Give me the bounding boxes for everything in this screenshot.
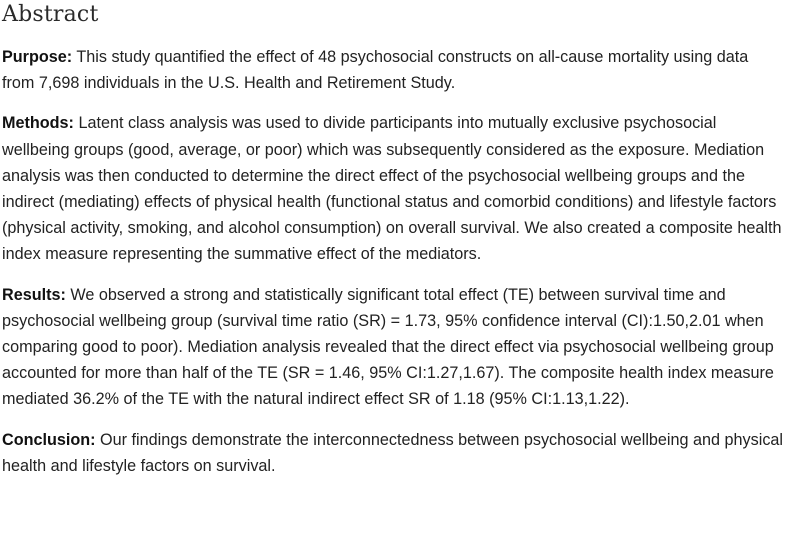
conclusion-paragraph <box>2 427 784 479</box>
methods-text: Latent class analysis was used to divide participants into mutually exclusive psychosocial wellbeing groups (good, average, or poor) which was subsequently considered as the exposure. Mediation analysis was then conducted to determine the direct effect of the psychosocial wellbeing groups and the indirect (mediating) effects of physical health (functional status and comorbid conditions) and lifestyle factors (physical activity, smoking, and alcohol consumption) on overall survival. We also created a composite health index measure representing the summative effect of the mediators. <box>2 114 782 264</box>
purpose-paragraph <box>2 44 784 96</box>
purpose-label: Purpose: <box>2 48 73 66</box>
results-paragraph <box>2 282 784 413</box>
purpose-text: This study quantified the effect of 48 psychosocial constructs on all-cause mortality using data from 7,698 individuals in the U.S. Health and Retirement Study. <box>2 48 749 93</box>
abstract-heading: Abstract <box>2 2 99 27</box>
results-text: We observed a strong and statistically significant total effect (TE) between survival time and psychosocial wellbeing group (survival time ratio (SR) = 1.73, 95% confidence interval (CI):1.50,2.01 when comparing good to poor). Mediation analysis revealed that the direct effect via psychosocial wellbeing group accounted for more than half of the TE (SR = 1.46, 95% CI:1.27,1.67). The composite health index measure mediated 36.2% of the TE with the natural indirect effect SR of 1.18 (95% CI:1.13,1.22). <box>2 285 774 409</box>
conclusion-label: Conclusion: <box>2 430 96 449</box>
results-label: Results: <box>2 285 66 304</box>
conclusion-text: Our findings demonstrate the interconnectedness between psychosocial wellbeing and physical health and lifestyle factors on survival. <box>2 430 784 475</box>
methods-label: Methods: <box>2 114 74 133</box>
methods-paragraph <box>2 110 784 267</box>
